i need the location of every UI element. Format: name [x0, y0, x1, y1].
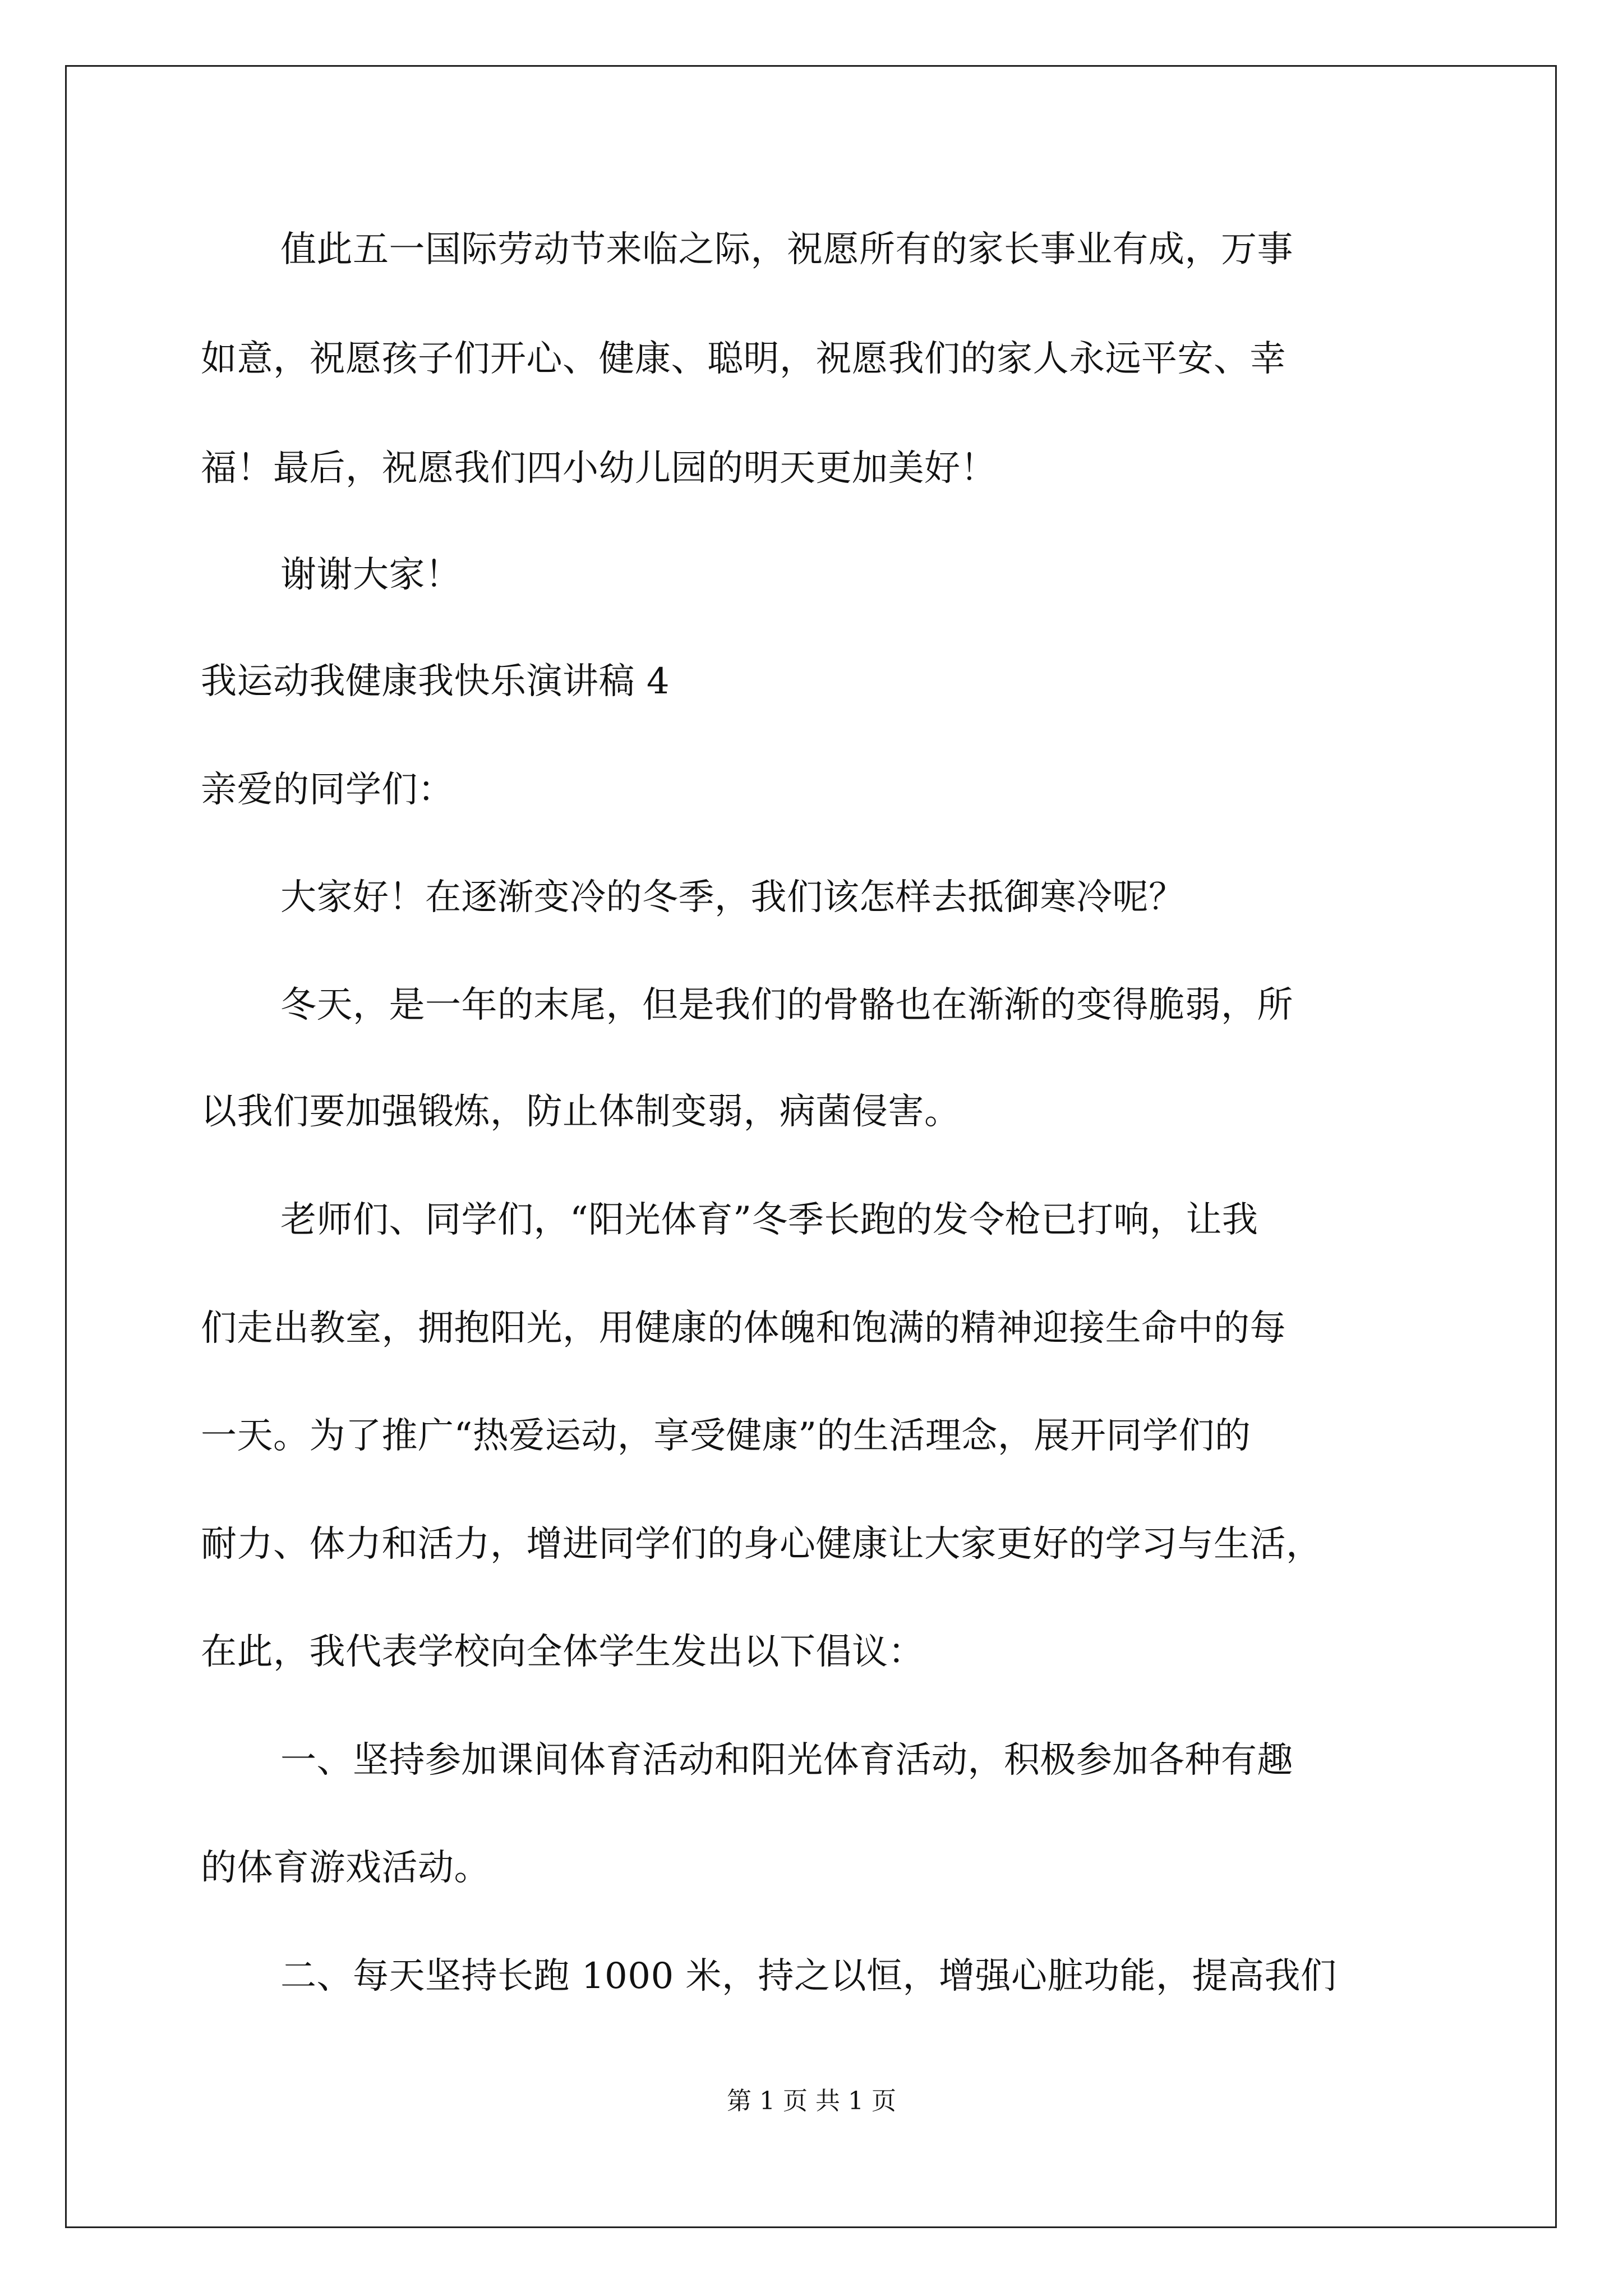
paragraph-line: 一天。为了推广“热爱运动，享受健康”的生活理念，展开同学们的	[201, 1415, 1251, 1457]
paragraph-line: 福！最后，祝愿我们四小幼儿园的明天更加美好！	[201, 448, 997, 489]
paragraph-line: 值此五一国际劳动节来临之际，祝愿所有的家长事业有成，万事	[280, 229, 1293, 270]
paragraph-line: 在此，我代表学校向全体学生发出以下倡议：	[201, 1631, 924, 1673]
paragraph-line: 耐力、体力和活力，增进同学们的身心健康让大家更好的学习与生活，	[201, 1524, 1322, 1565]
paragraph-line: 谢谢大家！	[280, 554, 462, 596]
paragraph-line: 大家好！在逐渐变冷的冬季，我们该怎样去抵御寒冷呢？	[280, 877, 1185, 918]
paragraph-line: 们走出教室，拥抱阳光，用健康的体魄和饱满的精神迎接生命中的每	[201, 1308, 1286, 1349]
salutation: 亲爱的同学们：	[201, 769, 454, 811]
paragraph-line: 二、每天坚持长跑 1000 米，持之以恒，增强心脏功能，提高我们	[280, 1955, 1337, 1997]
paragraph-line: 老师们、同学们，“阳光体育”冬季长跑的发令枪已打响，让我	[280, 1199, 1258, 1241]
section-heading: 我运动我健康我快乐演讲稿 4	[201, 661, 670, 702]
paragraph-line: 如意，祝愿孩子们开心、健康、聪明，祝愿我们的家人永远平安、幸	[201, 338, 1286, 380]
page-border	[65, 65, 1557, 2228]
paragraph-line: 的体育游戏活动。	[201, 1847, 490, 1889]
paragraph-line: 一、坚持参加课间体育活动和阳光体育活动，积极参加各种有趣	[280, 1740, 1293, 1781]
page-number-footer: 第 1 页 共 1 页	[727, 2087, 896, 2115]
paragraph-line: 冬天，是一年的末尾，但是我们的骨骼也在渐渐的变得脆弱，所	[280, 984, 1293, 1026]
paragraph-line: 以我们要加强锻炼，防止体制变弱，病菌侵害。	[201, 1091, 961, 1133]
